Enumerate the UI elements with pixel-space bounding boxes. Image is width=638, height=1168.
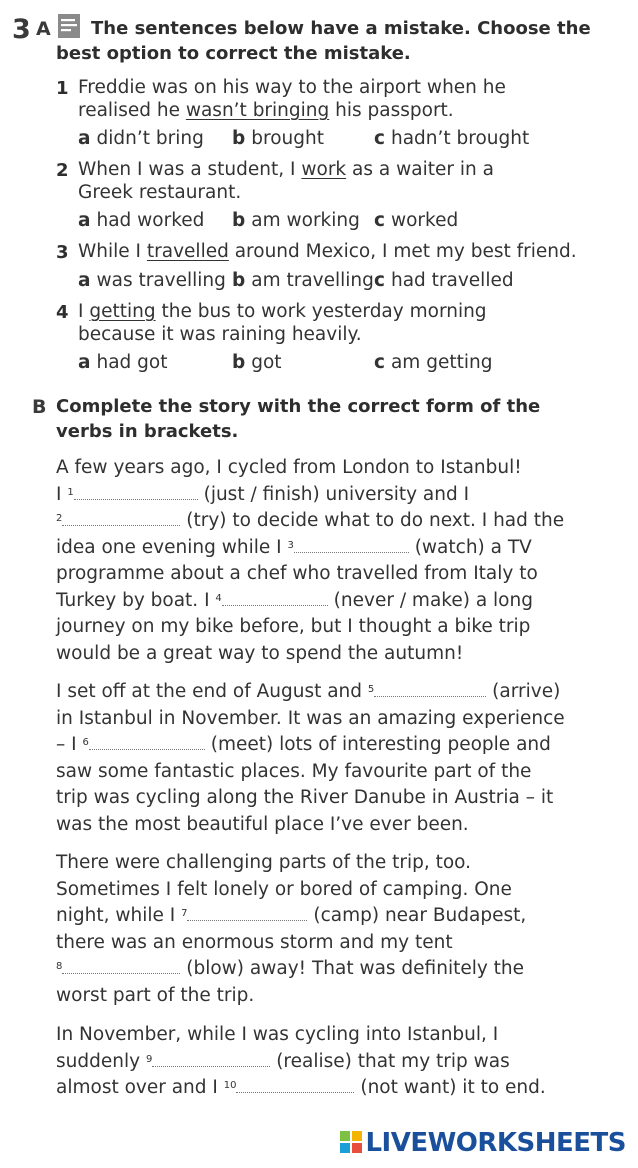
question-number: 1 bbox=[56, 78, 69, 99]
story-paragraph-3: There were challenging parts of the trip, too. Sometimes I felt lonely or bored of camping. One night, while I $^7$ (camp) near Budapest, there was an enormous storm and my tent $^8$ (blow) away! That was definitely the worst part of the trip. bbox=[56, 852, 527, 1006]
option-b[interactable]: b am travelling bbox=[232, 270, 374, 291]
part-b-letter: B bbox=[32, 396, 47, 418]
option-a[interactable]: a had worked bbox=[78, 210, 205, 231]
option-b[interactable]: b brought bbox=[232, 128, 324, 149]
option-a[interactable]: a was travelling bbox=[78, 270, 226, 291]
option-c[interactable]: c hadn’t brought bbox=[374, 128, 530, 149]
mistake-phrase: travelled bbox=[146, 241, 229, 262]
answer-blank-6[interactable] bbox=[89, 735, 205, 750]
story-paragraph-1: A few years ago, I cycled from London to Istanbul! I $^1$ (just / finish) university and I $^2$ (try) to decide what to do next. I had the idea one evening while I $^3$ (watch) a TV programme about a chef who travelled from Italy to Turkey by boat. I $^4$ (never / make) a long journey on my bike before, but I thought a bike trip would be a great way to spend the autumn! bbox=[56, 457, 565, 664]
question-number: 2 bbox=[56, 160, 69, 181]
option-c[interactable]: c am getting bbox=[374, 352, 493, 373]
option-b[interactable]: b got bbox=[232, 352, 282, 373]
answer-blank-5[interactable] bbox=[374, 682, 486, 697]
mistake-phrase: wasn’t bringing bbox=[185, 100, 330, 121]
part-a-letter: A bbox=[36, 18, 51, 40]
answer-blank-9[interactable] bbox=[152, 1052, 270, 1067]
option-b[interactable]: b am working bbox=[232, 210, 360, 231]
answer-blank-7[interactable] bbox=[187, 906, 307, 921]
option-c[interactable]: c had travelled bbox=[374, 270, 514, 291]
answer-blank-2[interactable] bbox=[62, 511, 180, 526]
question-text: While I travelled around Mexico, I met my best friend. bbox=[78, 241, 577, 262]
option-a[interactable]: a had got bbox=[78, 352, 168, 373]
question-text: Freddie was on his way to the airport when he realised he wasn’t bringing his passport. bbox=[78, 77, 506, 121]
mistake-phrase: work bbox=[301, 159, 347, 180]
part-b-instruction: Complete the story with the correct form of the verbs in brackets. bbox=[56, 396, 541, 442]
mistake-phrase: getting bbox=[89, 301, 156, 322]
question-text: When I was a student, I work as a waiter in a Greek restaurant. bbox=[78, 159, 494, 203]
question-number: 3 bbox=[56, 242, 69, 263]
question-number: 4 bbox=[56, 302, 69, 323]
option-a[interactable]: a didn’t bring bbox=[78, 128, 204, 149]
story-paragraph-2: I set off at the end of August and $^5$ (arrive) in Istanbul in November. It was an amazing experience – I $^6$ (meet) lots of interesting people and saw some fantastic places. My favourite part of the trip was cycling along the River Danube in Austria – it was the most beautiful place I’ve ever been. bbox=[56, 681, 565, 835]
answer-blank-4[interactable] bbox=[222, 591, 328, 606]
answer-blank-8[interactable] bbox=[62, 959, 180, 974]
question-text: I getting the bus to work yesterday morning because it was raining heavily. bbox=[78, 301, 487, 345]
option-c[interactable]: c worked bbox=[374, 210, 459, 231]
liveworksheets-logo-icon bbox=[340, 1130, 362, 1152]
answer-blank-1[interactable] bbox=[74, 485, 198, 500]
part-a-instruction: The sentences below have a mistake. Choose the best option to correct the mistake. bbox=[56, 18, 591, 64]
liveworksheets-logo[interactable]: LIVEWORKSHEETS bbox=[340, 1128, 626, 1158]
answer-blank-10[interactable] bbox=[236, 1078, 354, 1093]
answer-blank-3[interactable] bbox=[294, 538, 409, 553]
story-paragraph-4: In November, while I was cycling into Istanbul, I suddenly $^9$ (realise) that my trip was almost over and I $^{10}$ (not want) it to end. bbox=[56, 1024, 546, 1098]
exercise-number: 3 bbox=[12, 14, 30, 45]
